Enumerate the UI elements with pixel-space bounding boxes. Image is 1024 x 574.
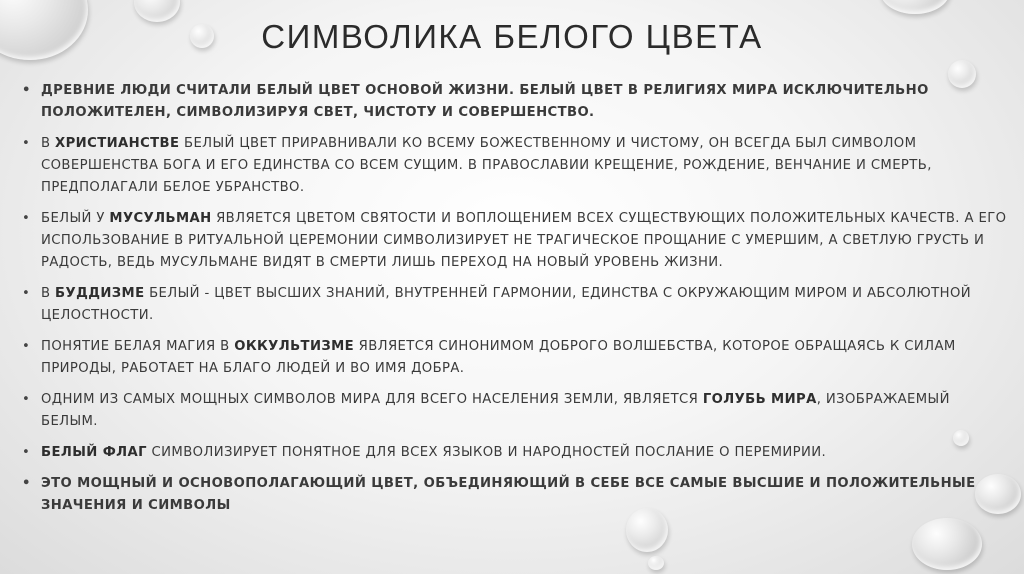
bullet-item: • В БУДДИЗМЕ БЕЛЫЙ - ЦВЕТ ВЫСШИХ ЗНАНИЙ, ВНУТРЕННЕЙ ГАРМОНИИ, ЕДИНСТВА С ОКРУЖАЮЩИМ МИРОМ И АБСОЛЮТНОЙ ЦЕЛОСТНОСТИ. [22, 283, 1007, 327]
slide-title: СИМВОЛИКА БЕЛОГО ЦВЕТА [261, 18, 763, 55]
bullet-item: • ЭТО МОЩНЫЙ И ОСНОВОПОЛАГАЮЩИЙ ЦВЕТ, ОБЪЕДИНЯЮЩИЙ В СЕБЕ ВСЕ САМЫЕ ВЫСШИЕ И ПОЛОЖИТЕЛЬНЫЕ ЗНАЧЕНИЯ И СИМВОЛЫ [22, 473, 1007, 517]
water-drop [880, 0, 950, 14]
bullet-list [22, 80, 1007, 526]
bullet-item: • ПОНЯТИЕ БЕЛАЯ МАГИЯ В ОККУЛЬТИЗМЕ ЯВЛЯЕТСЯ СИНОНИМОМ ДОБРОГО ВОЛШЕБСТВА, КОТОРОЕ ОБРАЩАЯСЬ К СИЛАМ ПРИРОДЫ, РАБОТАЕТ НА БЛАГО ЛЮДЕЙ И ВО ИМЯ ДОБРА. [22, 336, 1007, 380]
bullet-item: • В ХРИСТИАНСТВЕ БЕЛЫЙ ЦВЕТ ПРИРАВНИВАЛИ КО ВСЕМУ БОЖЕСТВЕННОМУ И ЧИСТОМУ, ОН ВСЕГДА БЫЛ СИМВОЛОМ СОВЕРШЕНСТВА БОГА И ЕГО ЕДИНСТВА СО ВСЕМ СУЩИМ. В ПРАВОСЛАВИИ КРЕЩЕНИЕ, РОЖДЕНИЕ, ВЕНЧАНИЕ И СМЕРТЬ, ПРЕДПОЛАГАЛИ БЕЛОЕ УБРАНСТВО. [22, 133, 1007, 199]
bullet-item: • ДРЕВНИЕ ЛЮДИ СЧИТАЛИ БЕЛЫЙ ЦВЕТ ОСНОВОЙ ЖИЗНИ. БЕЛЫЙ ЦВЕТ В РЕЛИГИЯХ МИРА ИСКЛЮЧИТЕЛЬНО ПОЛОЖИТЕЛЕН, СИМВОЛИЗИРУЯ СВЕТ, ЧИСТОТУ И СОВЕРШЕНСТВО. [22, 80, 1007, 124]
bullet-item: • ОДНИМ ИЗ САМЫХ МОЩНЫХ СИМВОЛОВ МИРА ДЛЯ ВСЕГО НАСЕЛЕНИЯ ЗЕМЛИ, ЯВЛЯЕТСЯ ГОЛУБЬ МИРА, ИЗОБРАЖАЕМЫЙ БЕЛЫМ. [22, 389, 1007, 433]
bullet-item: • БЕЛЫЙ У МУСУЛЬМАН ЯВЛЯЕТСЯ ЦВЕТОМ СВЯТОСТИ И ВОПЛОЩЕНИЕМ ВСЕХ СУЩЕСТВУЮЩИХ ПОЛОЖИТЕЛЬНЫХ КАЧЕСТВ. А ЕГО ИСПОЛЬЗОВАНИЕ В РИТУАЛЬНОЙ ЦЕРЕМОНИИ СИМВОЛИЗИРУЕТ НЕ ТРАГИЧЕСКОЕ ПРОЩАНИЕ С УМЕРШИМ, А СВЕТЛУЮ ГРУСТЬ И РАДОСТЬ, ВЕДЬ МУСУЛЬМАНЕ ВИДЯТ В СМЕРТИ ЛИШЬ ПЕРЕХОД НА НОВЫЙ УРОВЕНЬ ЖИЗНИ. [22, 208, 1007, 274]
water-drop [648, 556, 664, 570]
bullet-item: • БЕЛЫЙ ФЛАГ СИМВОЛИЗИРУЕТ ПОНЯТНОЕ ДЛЯ ВСЕХ ЯЗЫКОВ И НАРОДНОСТЕЙ ПОСЛАНИЕ О ПЕРЕМИРИИ. [22, 442, 1007, 464]
